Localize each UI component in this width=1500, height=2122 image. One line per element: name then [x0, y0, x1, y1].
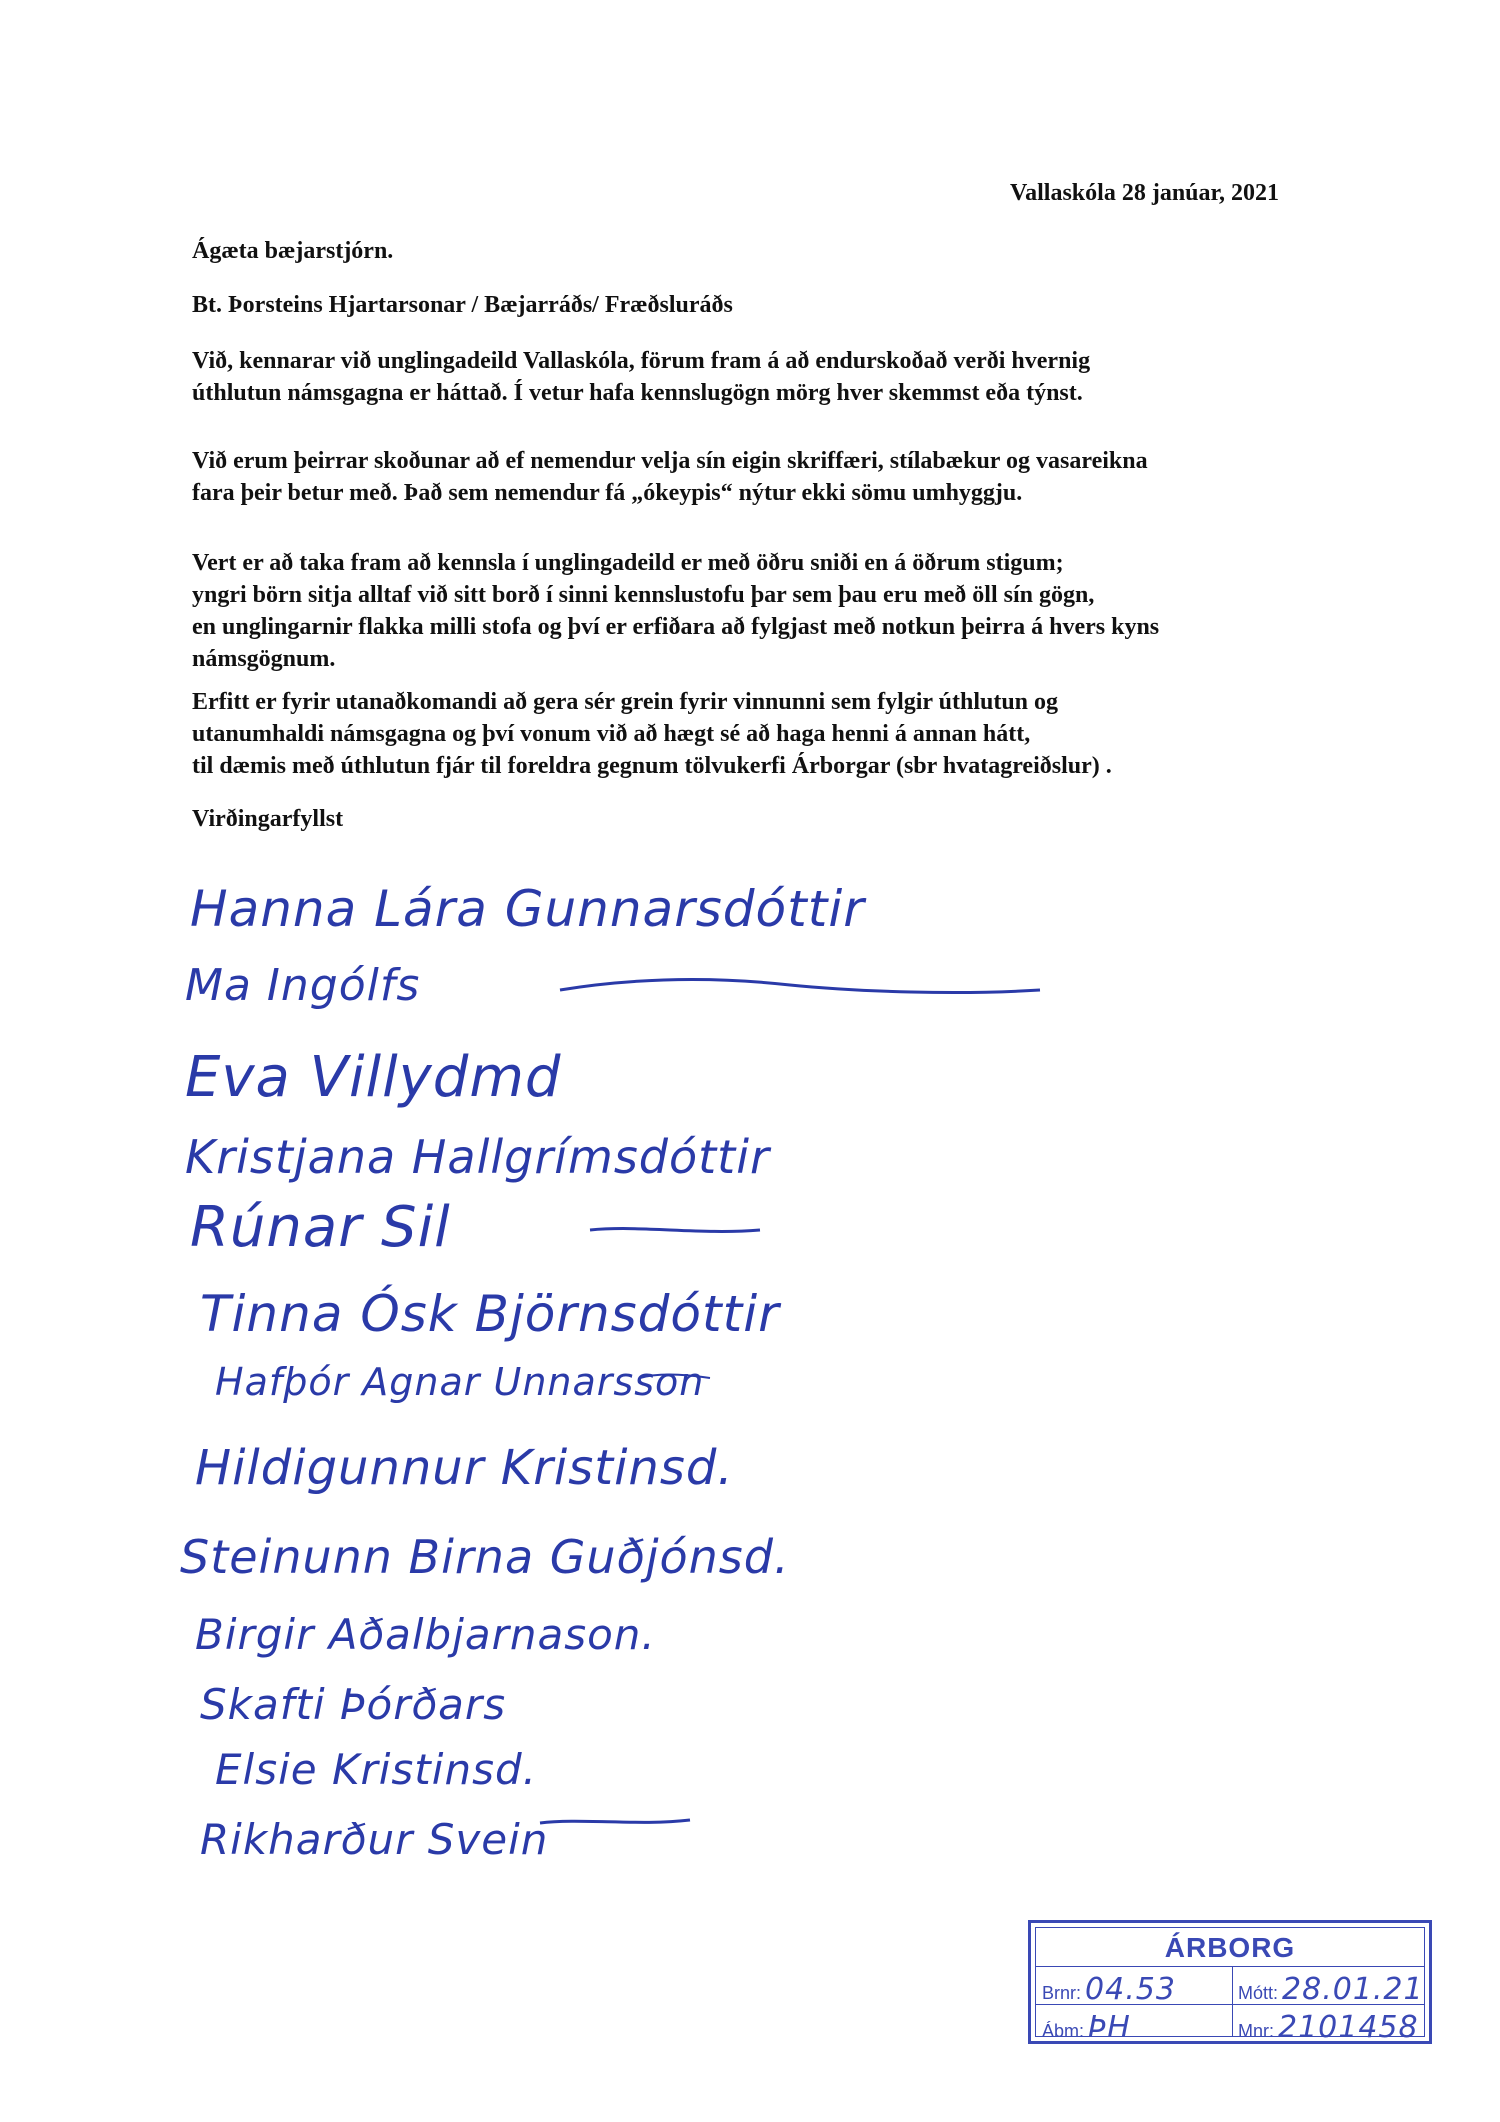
signature-4: Kristjana Hallgrímsdóttir	[185, 1130, 770, 1184]
signature-10: Birgir Aðalbjarnason.	[195, 1610, 656, 1659]
signature-3: Eva Villydmd	[185, 1045, 562, 1110]
receipt-stamp	[1028, 1920, 1432, 2044]
stamp-mott	[1238, 1972, 1424, 2007]
stamp-mnr-value: 2101458	[1278, 2010, 1419, 2045]
stamp-divider	[1232, 1966, 1233, 2036]
stamp-abm-value: ÞH	[1088, 2010, 1131, 2045]
signature-9: Steinunn Birna Guðjónsd.	[180, 1530, 790, 1584]
signature-13: Rikharður Svein	[200, 1815, 549, 1864]
signature-7: Hafþór Agnar Unnarsson	[215, 1360, 705, 1404]
stamp-title: ÁRBORG	[1164, 1932, 1296, 1963]
stamp-abm	[1042, 2010, 1131, 2045]
stamp-mott-value: 28.01.21	[1282, 1972, 1424, 2007]
paragraph-line: en unglingarnir flakka milli stofa og því er erfiðara að fylgjast með notkun þeirra á hvers kyns	[192, 614, 1160, 640]
stamp-divider	[1036, 1966, 1424, 1967]
stamp-abm-label: Ábm:	[1042, 2021, 1085, 2041]
stamp-mnr	[1238, 2010, 1419, 2045]
stamp-brnr	[1042, 1972, 1176, 2007]
signature-11: Skafti Þórðars	[200, 1680, 507, 1729]
paragraph-3	[192, 547, 1332, 675]
stamp-inner-border	[1035, 1927, 1425, 2045]
signature-12: Elsie Kristinsd.	[215, 1745, 537, 1794]
letter-closing: Virðingarfyllst	[192, 806, 344, 832]
letter-date: Vallaskóla 28 janúar, 2021	[1010, 180, 1279, 206]
letter-greeting: Ágæta bæjarstjórn.	[192, 238, 394, 264]
paragraph-line: til dæmis með úthlutun fjár til foreldra gegnum tölvukerfi Árborgar (sbr hvatagreiðslur) .	[192, 753, 1112, 779]
stamp-brnr-value: 04.53	[1085, 1972, 1176, 2007]
paragraph-line: námsgögnum.	[192, 646, 336, 672]
paragraph-2	[192, 445, 1332, 509]
signature-1: Hanna Lára Gunnarsdóttir	[190, 880, 865, 938]
stamp-brnr-label: Brnr:	[1042, 1983, 1082, 2003]
signature-5: Rúnar Sil	[190, 1195, 451, 1260]
paragraph-1	[192, 345, 1332, 409]
paragraph-line: fara þeir betur með. Það sem nemendur fá „ókeypis“ nýtur ekki sömu umhyggju.	[192, 480, 1023, 506]
signature-6: Tinna Ósk Björnsdóttir	[200, 1285, 780, 1343]
paragraph-4	[192, 686, 1332, 782]
paragraph-line: Við, kennarar við unglingadeild Vallaskóla, förum fram á að endurskoðað verði hvernig	[192, 348, 1091, 374]
stamp-mnr-label: Mnr:	[1238, 2021, 1274, 2041]
stamp-mott-label: Mótt:	[1238, 1983, 1279, 2003]
paragraph-line: Erfitt er fyrir utanaðkomandi að gera sér grein fyrir vinnunni sem fylgir úthlutun og	[192, 689, 1059, 715]
paragraph-line: Vert er að taka fram að kennsla í unglingadeild er með öðru sniði en á öðrum stigum;	[192, 550, 1064, 576]
letter-attention-line: Bt. Þorsteins Hjartarsonar / Bæjarráðs/ Fræðsluráðs	[192, 292, 733, 318]
signature-8: Hildigunnur Kristinsd.	[195, 1440, 734, 1496]
paragraph-line: Við erum þeirrar skoðunar að ef nemendur velja sín eigin skriffæri, stílabækur og vasareikna	[192, 448, 1148, 474]
paragraph-line: úthlutun námsgagna er háttað. Í vetur hafa kennslugögn mörg hver skemmst eða týnst.	[192, 380, 1083, 406]
paragraph-line: yngri börn sitja alltaf við sitt borð í sinni kennslustofu þar sem þau eru með öll sín gögn,	[192, 582, 1095, 608]
signature-2: Ma Ingólfs	[185, 960, 421, 1011]
paragraph-line: utanumhaldi námsgagna og því vonum við að hægt sé að haga henni á annan hátt,	[192, 721, 1031, 747]
